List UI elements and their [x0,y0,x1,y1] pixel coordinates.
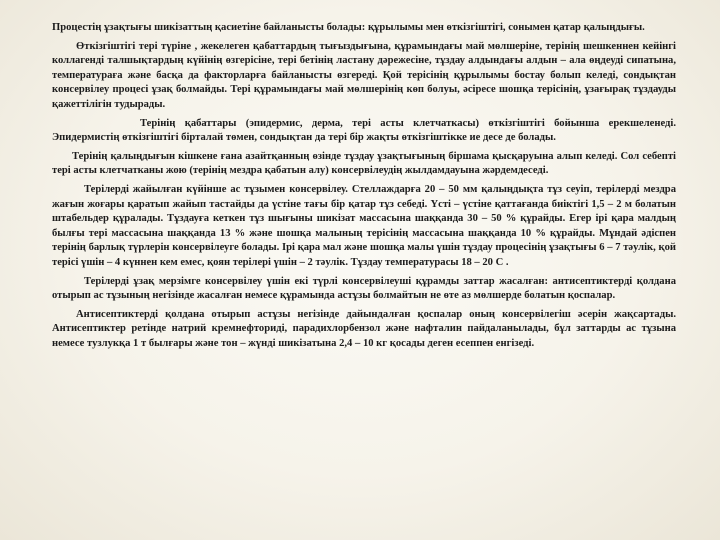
paragraph-long-term: Терілерді ұзақ мерзімге консервілеу үшін екі түрлі консервілеуші құрамды заттар жасалған: антисептиктерді қолдана отырып ас тұзының негізінде жасалған немесе құрамында астұзы болмайтын не өте аз мөлшерде болатын қоспалар. [52,275,676,302]
paragraph-duration: Процестің ұзақтығы шикізаттың қасиетіне байланысты болады: құрылымы мен өткізгіштігі, сонымен қатар қалыңдығы. [52,22,645,33]
paragraph-antiseptics: Антисептиктерді қолдана отырып астұзы негізінде дайындалған қоспалар оның консервілегіш әсерін жақсартады. Антисептиктер ретінде натрий кремнефториді, парадихлорбензол және нафталин пайдаланылады, бұл заттарды ас тұзына немесе тузлукқа 1 т былғары және тон – жүнді шикізатына 2,4 – 10 кг қосады деген есеппен енгізеді. [52,308,676,349]
paragraph-salt-preservation: Терілерді жайылған күйінше ас тұзымен консервілеу. Стеллаждарға 20 – 50 мм қалыңдықта тұз сеуіп, терілерді мездра жағын жоғары қаратып жайып тастайды да үстіне тағы бір қатар тұз себеді. Үсті – үстіне қаттағанда биіктігі 1,5 – 2 м болатын штабельдер құралады. Тұздауға кеткен тұз шығыны шикізат массасына шаққанда 30 – 50 % құрайды. Егер ірі қара малдың былғы тері массасына шаққанда 13 % және шошқа малының терісінің массасына шаққанда 10 % құрайды. Мұндай әдіспен терінің барлық түрлерін консервілеуге болады. Ірі қара мал және шошқа малы үшін тұздау процесінің ұзақтығы 6 – 7 тәулік, қой терісі үшін – 4 күннен кем емес, қоян терілері үшін – 2 тәулік. Тұздау температурасы 18 – 20 С . [52,183,676,268]
paragraph-thickness: Терінің қалыңдығын кішкене ғана азайтқанның өзінде тұздау ұзақтығының біршама қысқаруына алып келеді. Сол себепті тері асты клетчатканы жою (терінің мездра қабатын алу) консервілеудің жылдамдауына жәрдемдеседі. [52,150,676,177]
paragraph-skin-layers: Терінің қабаттары (эпидермис, дерма, тері асты клетчаткасы) өткізгіштігі бойынша ерекшеленеді. Эпидермистің өткізгіштігі бірталай төмен, сондықтан да тері бір жақты өткізгіштікке ие десе де болады. [52,117,676,144]
paragraph-permeability: Өткізгіштігі тері түріне , жекелеген қабаттардың тығыздығына, құрамындағы май мөлшеріне, терінің шешкеннен кейінгі коллагенді талшықтардың күйінің өзгерісіне, тері бетінің ластану дәрежесіне, тұздау алдындағы алдын – ала өңдеуді сипатына, температураға және басқа да факторларға байланысты өзгереді. Қой терісінің құрылымы бостау болып келеді, сондықтан консервілеу процесі ұзақ болмайды. Тері құрамындағы май мөлшерінің көп болуы, әсіресе шошқа терісінің, ұзағырақ тұздауды қажеттілігін тудырады. [52,40,676,110]
document-text [52,21,676,355]
